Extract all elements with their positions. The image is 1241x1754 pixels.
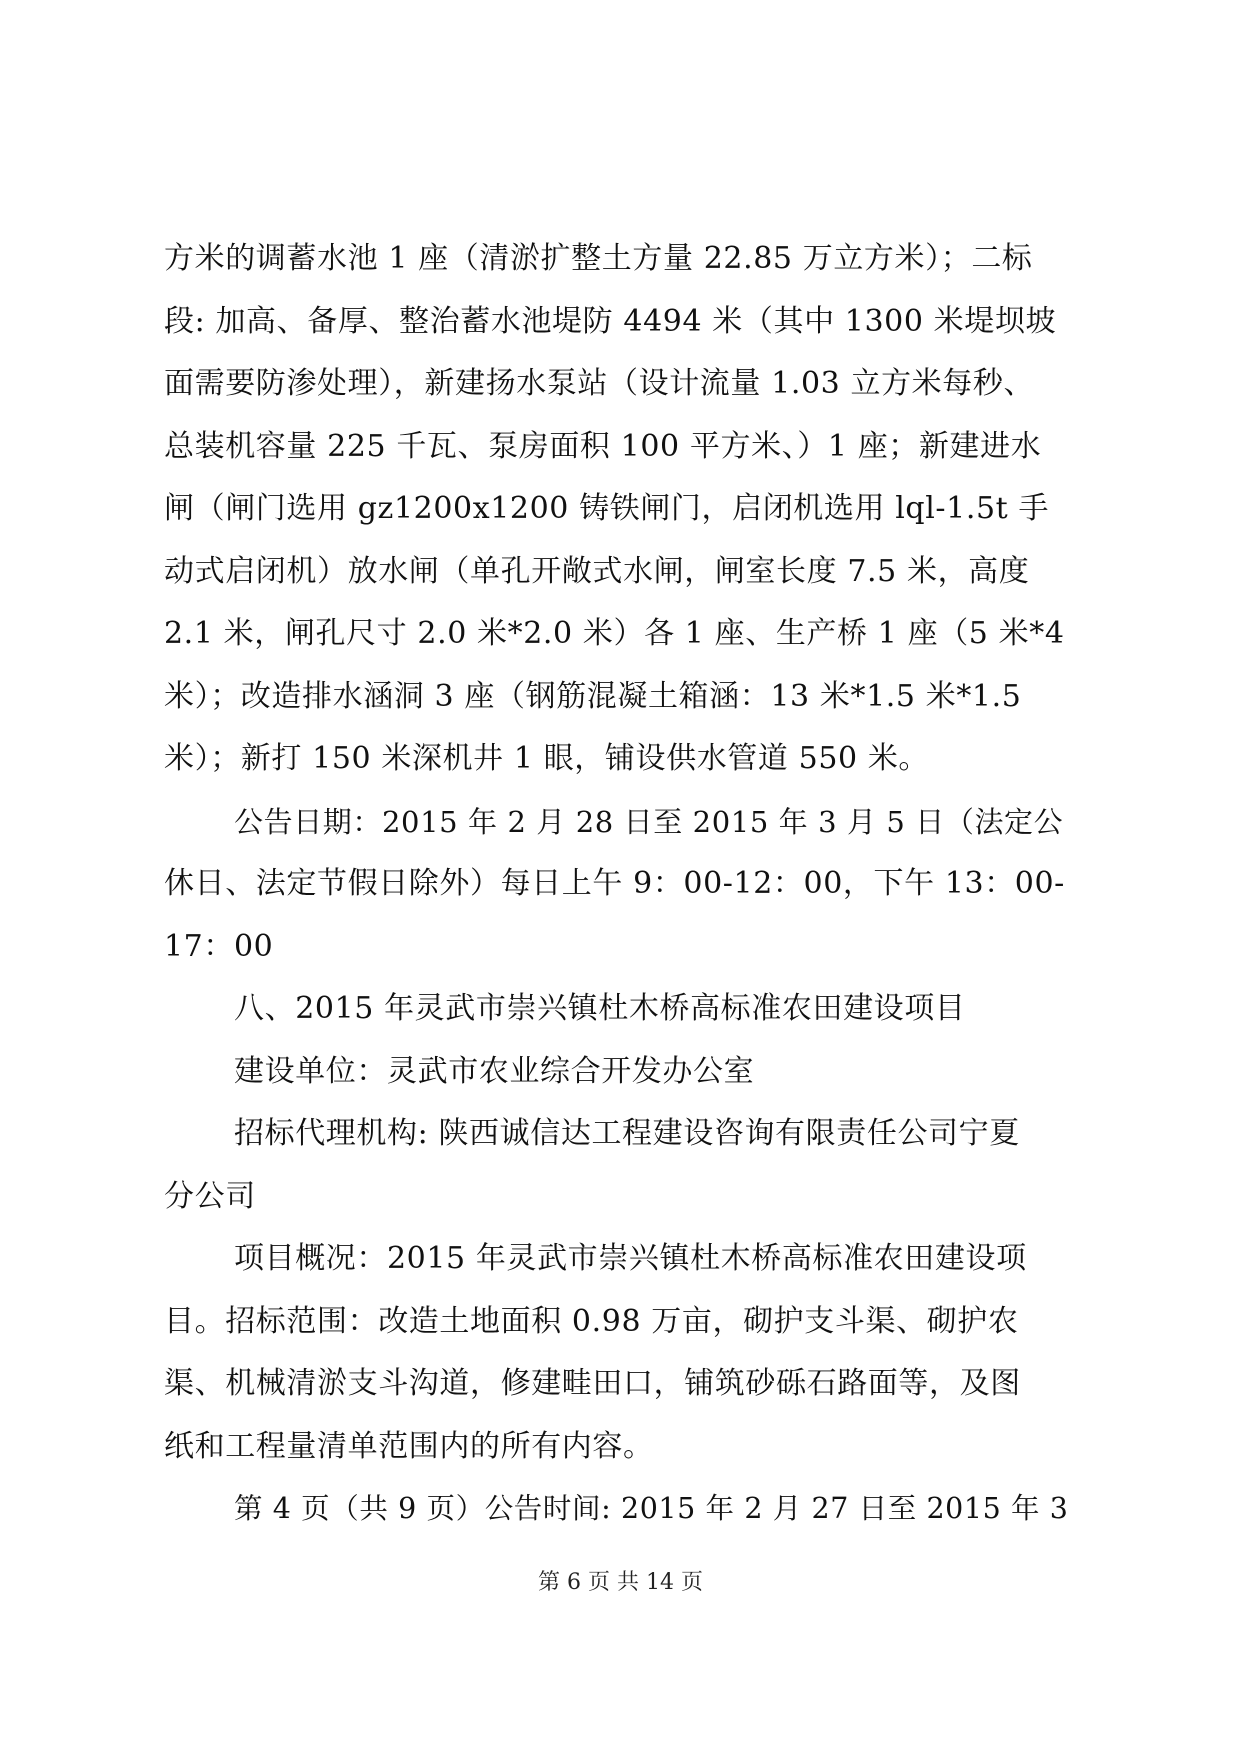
text-line: 2.1 米，闸孔尺寸 2.0 米*2.0 米）各 1 座、生产桥 1 座（5 米*4 [164,616,1065,651]
text-line: 纸和工程量清单范围内的所有内容。 [164,1428,654,1464]
text-line: 公告日期：2015 年 2 月 28 日至 2015 年 3 月 5 日（法定公 [234,804,1064,839]
text-line: 米）；改造排水涵洞 3 座（钢筋混凝土箱涵：13 米*1.5 米*1.5 [164,678,1022,714]
text-line: 分公司 [164,1178,256,1214]
text-line: 渠、机械清淤支斗沟道，修建畦田口，铺筑砂砾石路面等，及图 [164,1366,1021,1401]
text-line: 方米的调蓄水池 1 座（清淤扩整土方量 22.85 万立方米）；二标 [164,241,1033,276]
text-line: 目。招标范围：改造土地面积 0.98 万亩，砌护支斗渠、砌护农 [164,1303,1019,1339]
text-line: 总装机容量 225 千瓦、泵房面积 100 平方米、）1 座；新建进水 [164,428,1042,464]
text-line: 招标代理机构: 陕西诚信达工程建设咨询有限责任公司宁夏 [234,1116,1020,1151]
text-line: 休日、法定节假日除外）每日上午 9：00-12：00，下午 13：00- [164,866,1065,901]
text-line: 米）；新打 150 米深机井 1 眼，铺设供水管道 550 米。 [164,741,930,776]
document-body [164,228,1076,1541]
page-footer: 第 6 页 共 14 页 [538,1570,703,1595]
text-line: 第 4 页（共 9 页）公告时间: 2015 年 2 月 27 日至 2015 年 3 [234,1492,1069,1525]
text-line: 建设单位：灵武市农业综合开发办公室 [234,1053,755,1089]
text-line: 闸（闸门选用 gz1200x1200 铸铁闸门，启闭机选用 lql-1.5t 手 [164,491,1050,526]
text-line: 17：00 [164,928,274,964]
text-line: 项目概况：2015 年灵武市崇兴镇杜木桥高标准农田建设项 [234,1241,1027,1276]
text-line: 面需要防渗处理），新建扬水泵站（设计流量 1.03 立方米每秒、 [164,366,1035,401]
text-line: 八、2015 年灵武市崇兴镇杜木桥高标准农田建设项目 [234,991,966,1026]
text-line: 段: 加高、备厚、整治蓄水池堤防 4494 米（其中 1300 米堤坝坡 [164,303,1057,339]
text-line: 动式启闭机）放水闸（单孔开敞式水闸，闸室长度 7.5 米，高度 [164,553,1030,589]
